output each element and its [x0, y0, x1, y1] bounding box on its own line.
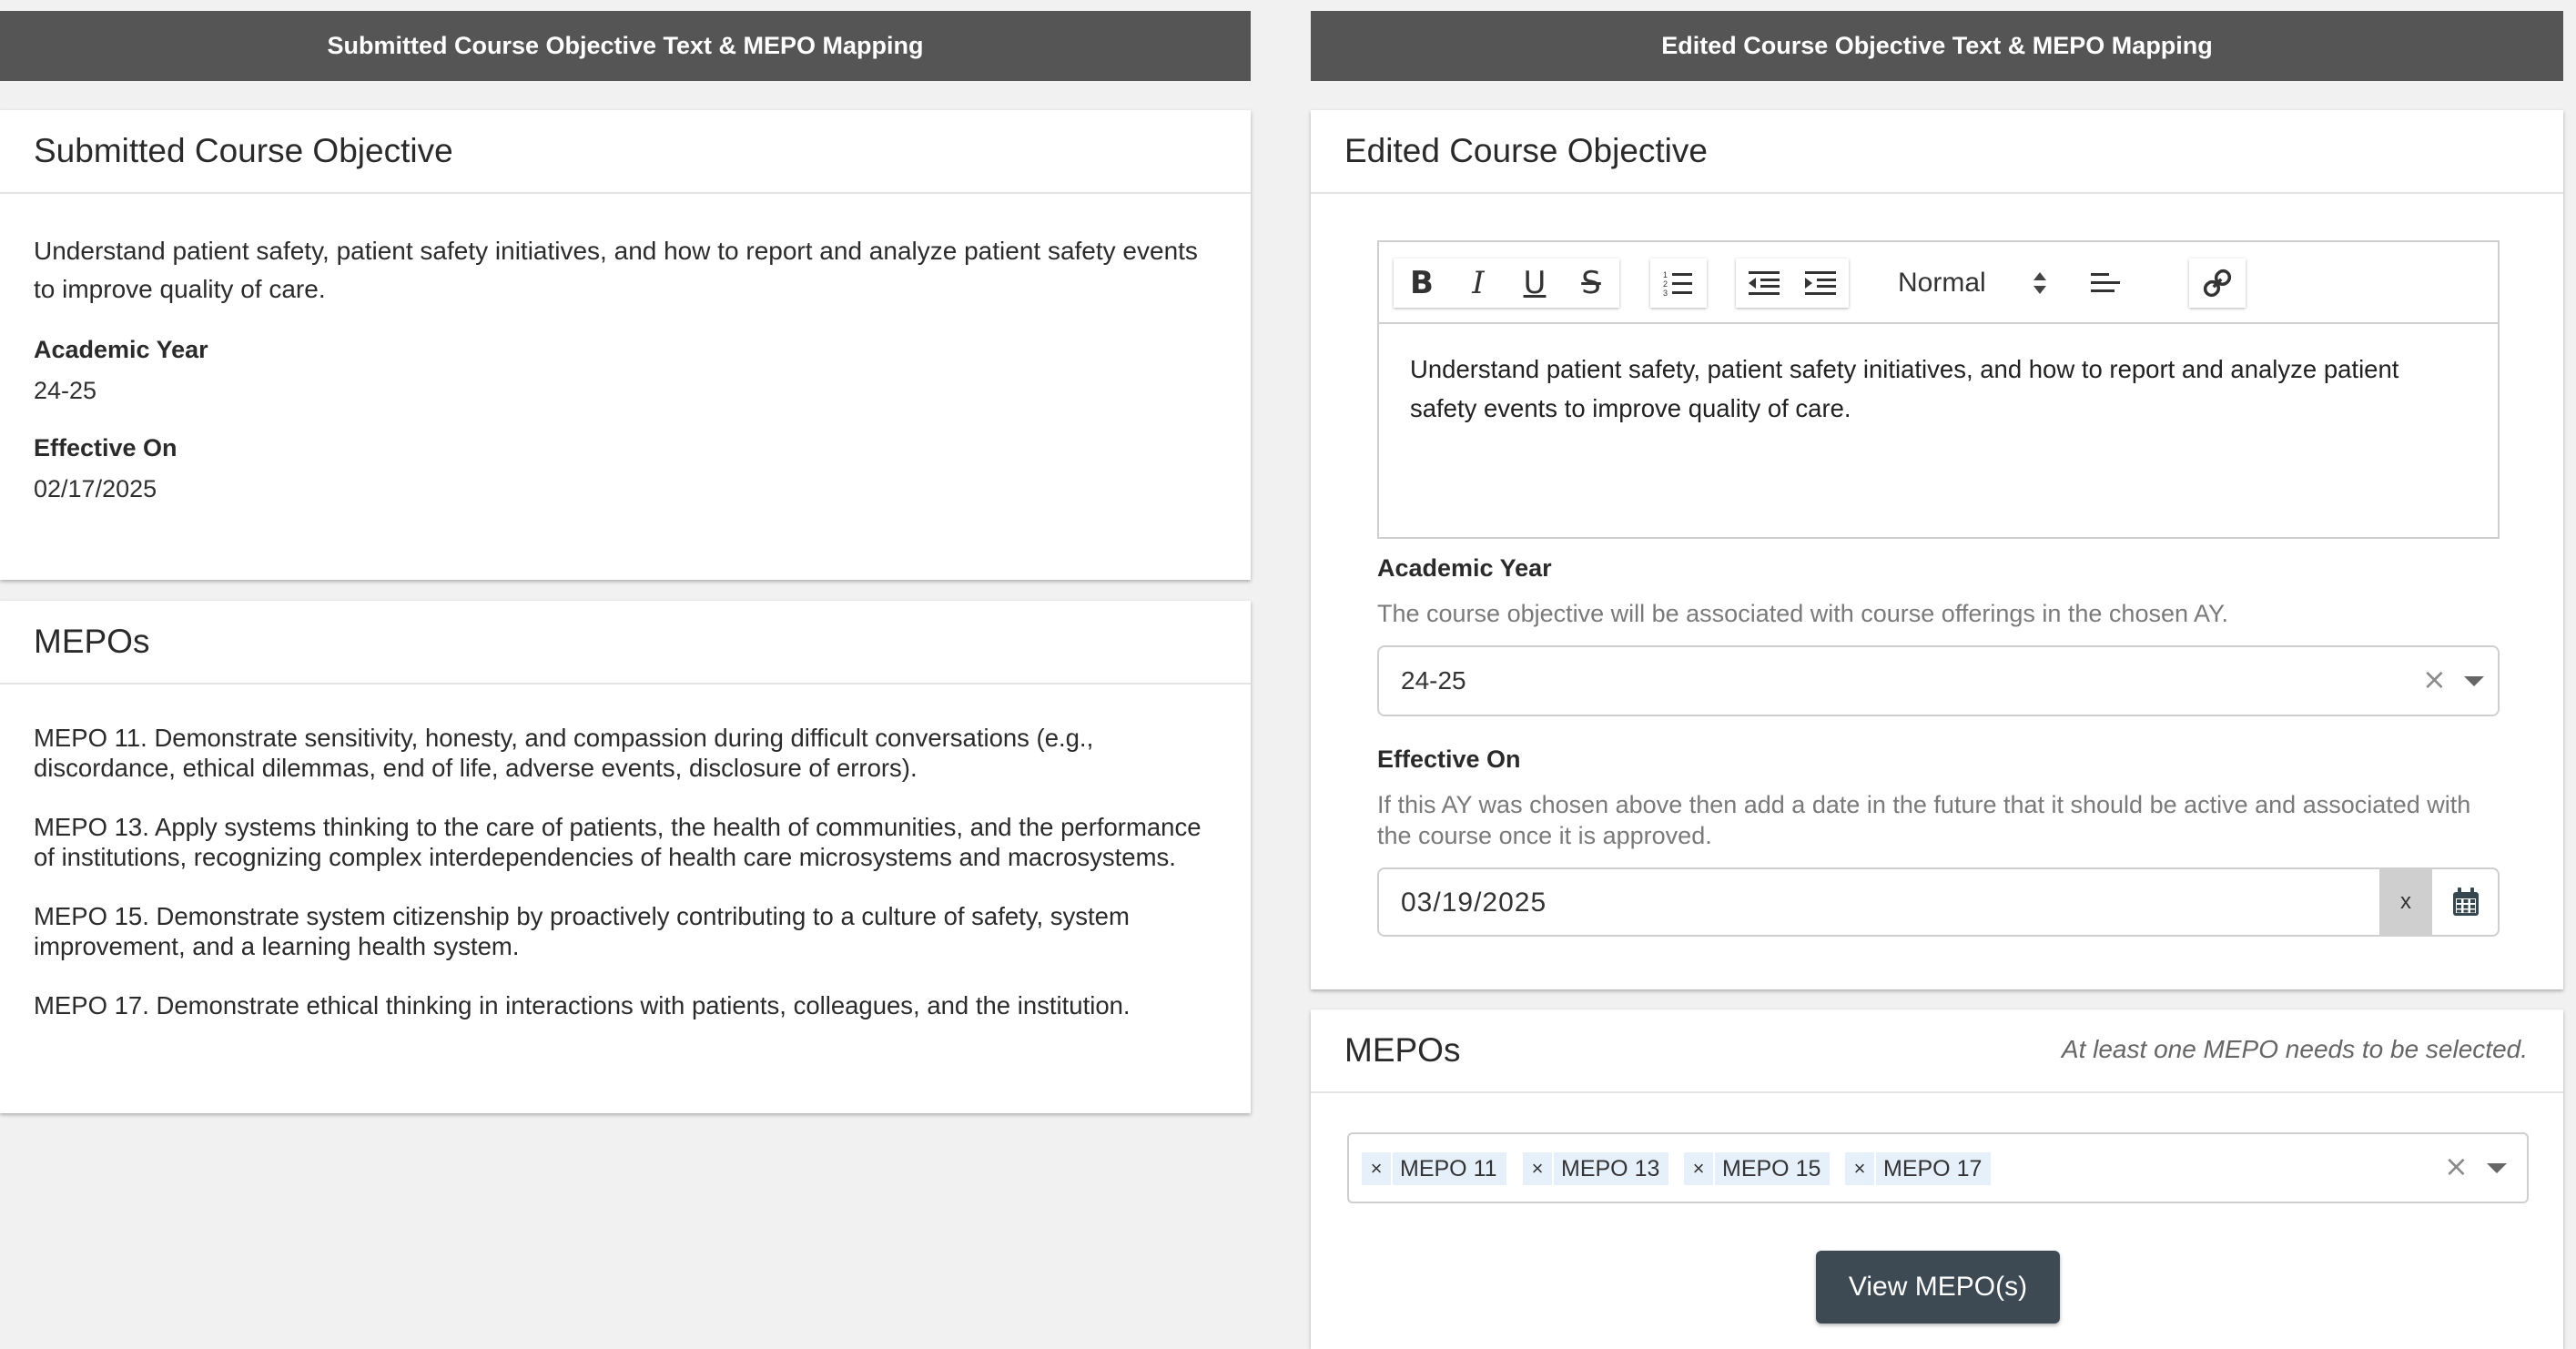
format-button-group — [1394, 259, 1619, 308]
submitted-mepos-card — [0, 601, 1251, 1113]
chip-label: MEPO 11 — [1393, 1152, 1506, 1185]
academic-year-label: Academic Year — [1377, 554, 1552, 582]
mepo-chip — [1523, 1152, 1668, 1185]
effective-on-help: If this AY was chosen above then add a date in the future that it should be active and associated with the course once it is approved. — [1377, 791, 2471, 849]
chip-remove-icon[interactable]: × — [1523, 1152, 1552, 1185]
select-arrows-icon — [2033, 270, 2047, 296]
edited-column — [1311, 11, 2563, 1349]
academic-year-value: 24-25 — [34, 377, 97, 404]
ordered-list-icon — [1663, 269, 1694, 297]
edited-objective-card — [1311, 110, 2563, 989]
chip-label: MEPO 13 — [1554, 1152, 1668, 1185]
submitted-objective-text: Understand patient safety, patient safety initiatives, and how to report and analyze patient safety events to improve quality of care. — [34, 237, 1198, 303]
align-button[interactable] — [2078, 259, 2135, 308]
indent-button-group — [1736, 259, 1849, 308]
chip-label: MEPO 17 — [1876, 1152, 1991, 1185]
calendar-icon — [2452, 888, 2480, 917]
indent-button[interactable] — [1792, 259, 1849, 308]
clear-icon[interactable]: × — [2422, 662, 2447, 696]
effective-on-label: Effective On — [34, 434, 177, 462]
underline-icon: U — [1523, 265, 1547, 301]
mepo-multiselect[interactable] — [1347, 1132, 2529, 1203]
link-button-group — [2189, 259, 2246, 308]
view-mepos-button[interactable]: View MEPO(s) — [1816, 1251, 2060, 1324]
heading-select-value: Normal — [1898, 268, 1986, 298]
edited-objective-title: Edited Course Objective — [1311, 110, 2563, 194]
calendar-button[interactable] — [2432, 869, 2500, 935]
list-item: MEPO 13. Apply systems thinking to the care of patients, the health of communities, and the performance of institutions, recognizing complex interdependencies of health care microsystems and macrosystems. — [34, 813, 1202, 871]
effective-on-value: 02/17/2025 — [34, 475, 157, 502]
list-item: MEPO 15. Demonstrate system citizenship by proactively contributing to a culture of safety, system improvement, and a learning health system. — [34, 902, 1130, 960]
italic-icon: I — [1472, 265, 1485, 301]
mepo-chip — [1845, 1152, 1991, 1185]
edited-column-header: Edited Course Objective Text & MEPO Mapping — [1311, 11, 2563, 81]
effective-on-label: Effective On — [1377, 746, 1521, 773]
link-icon — [2202, 268, 2233, 299]
chip-remove-icon[interactable]: × — [1362, 1152, 1391, 1185]
italic-button[interactable] — [1450, 259, 1506, 308]
chip-remove-icon[interactable]: × — [1845, 1152, 1874, 1185]
strikethrough-button[interactable] — [1563, 259, 1619, 308]
chip-remove-icon[interactable]: × — [1684, 1152, 1713, 1185]
academic-year-help: The course objective will be associated with course offerings in the chosen AY. — [1377, 600, 2229, 627]
editor-toolbar — [1379, 242, 2498, 324]
svg-text:2: 2 — [1663, 279, 1668, 289]
date-clear-button[interactable]: x — [2379, 869, 2432, 935]
align-left-icon — [2091, 270, 2122, 296]
svg-text:1: 1 — [1663, 270, 1668, 279]
edited-mepos-title: MEPOs — [1311, 1009, 2563, 1093]
chevron-down-icon[interactable] — [2487, 1163, 2507, 1173]
outdent-button[interactable] — [1736, 259, 1792, 308]
list-button-group — [1650, 259, 1707, 308]
chevron-down-icon[interactable] — [2464, 676, 2484, 686]
bold-button[interactable] — [1394, 259, 1450, 308]
academic-year-label: Academic Year — [34, 336, 208, 363]
effective-on-date-input[interactable] — [1377, 867, 2500, 937]
clear-icon[interactable]: × — [2444, 1149, 2469, 1183]
outdent-icon — [1749, 270, 1780, 296]
submitted-objective-card — [0, 110, 1251, 580]
academic-year-select[interactable] — [1377, 645, 2500, 716]
heading-select[interactable] — [1878, 259, 2060, 308]
academic-year-select-value: 24-25 — [1401, 666, 1466, 695]
strikethrough-icon: S — [1581, 265, 1601, 301]
mepo-required-note: At least one MEPO needs to be selected. — [2061, 1035, 2528, 1063]
mepo-chip — [1684, 1152, 1830, 1185]
svg-text:3: 3 — [1663, 289, 1668, 297]
submitted-column-header: Submitted Course Objective Text & MEPO Mapping — [0, 11, 1251, 81]
mepo-chip — [1362, 1152, 1506, 1185]
rich-text-editor — [1377, 240, 2500, 539]
submitted-objective-title: Submitted Course Objective — [0, 110, 1251, 194]
effective-on-date-value: 03/19/2025 — [1401, 888, 1547, 918]
chip-label: MEPO 15 — [1715, 1152, 1830, 1185]
list-item: MEPO 11. Demonstrate sensitivity, honesty, and compassion during difficult conversations (e.g., discordance, ethical dilemmas, end of life, adverse events, disclosure of errors). — [34, 724, 1094, 782]
link-button[interactable] — [2189, 259, 2246, 308]
edited-mepos-card — [1311, 1009, 2563, 1349]
list-item: MEPO 17. Demonstrate ethical thinking in interactions with patients, colleagues, and the institution. — [34, 991, 1131, 1019]
submitted-mepos-title: MEPOs — [0, 601, 1251, 685]
ordered-list-button[interactable] — [1650, 259, 1707, 308]
bold-icon: B — [1410, 265, 1434, 301]
indent-icon — [1805, 270, 1836, 296]
editor-content[interactable]: Understand patient safety, patient safety initiatives, and how to report and analyze patient safety events to improve quality of care. — [1410, 355, 2399, 422]
underline-button[interactable] — [1506, 259, 1563, 308]
submitted-column — [0, 11, 1251, 1103]
mepo-list — [0, 723, 1251, 1020]
